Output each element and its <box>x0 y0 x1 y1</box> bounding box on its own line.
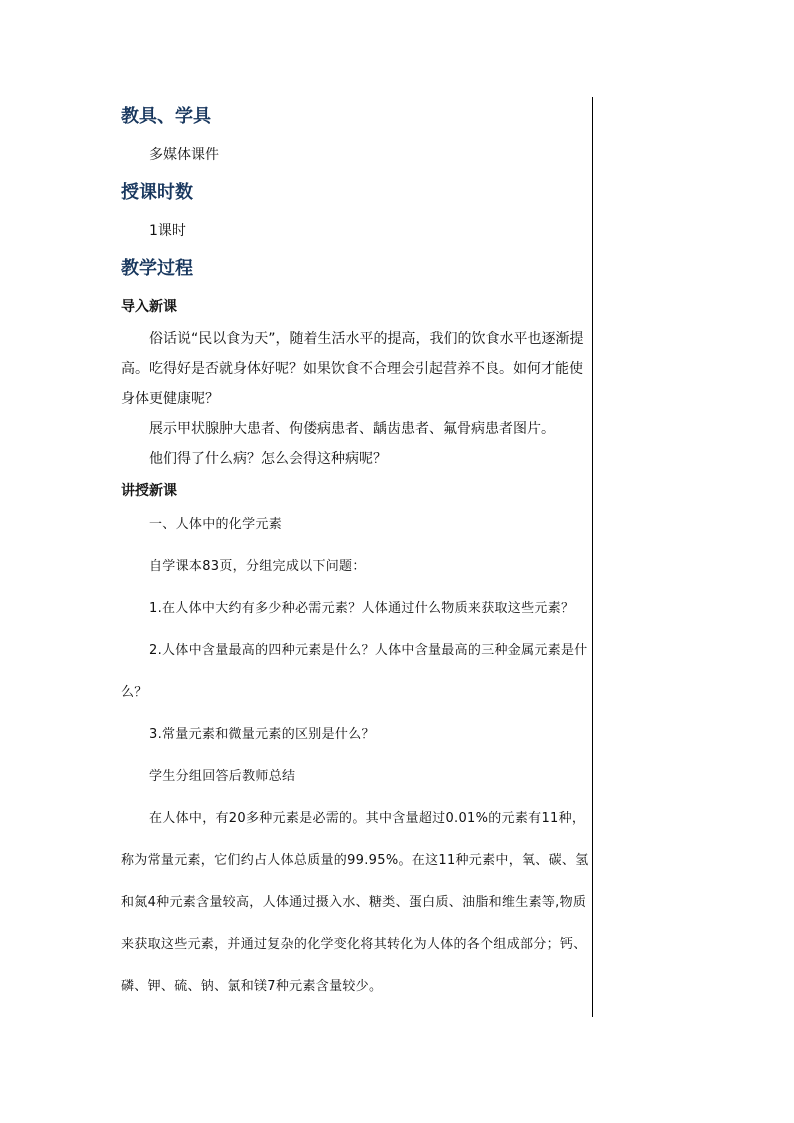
intro-heading: 导入新课 <box>121 299 177 315</box>
question-1: 1.在人体中大约有多少种必需元素？人体通过什么物质来获取这些元素？ <box>149 601 575 616</box>
question-2: 2.人体中含量最高的四种元素是什么？人体中含量最高的三种金属元素是什么？ <box>121 643 588 700</box>
lesson-item-1: 一、人体中的化学元素 <box>149 517 283 532</box>
lesson-item-2: 自学课本83页，分组完成以下问题： <box>149 559 366 574</box>
section-title-hours: 授课时数 <box>121 182 193 203</box>
hours-text: 1课时 <box>149 223 186 239</box>
lesson-heading: 讲授新课 <box>121 483 177 499</box>
teacher-summary: 学生分组回答后教师总结 <box>149 769 296 784</box>
question-3: 3.常量元素和微量元素的区别是什么？ <box>149 727 375 742</box>
right-margin-rule <box>592 97 593 1017</box>
summary-body: 在人体中，有20多种元素是必需的。其中含量超过0.01%的元素有11种，称为常量元素，它们约占人体总质量的99.95%。在这11种元素中，氧、碳、氢和氮4种元素含量较高，人体通过摄入水、糖类、蛋白质、油脂和维生素等,物质来获取这些元素，并通过复杂的化学变化将其转化为人体的各个组成部分；钙、磷、钾、硫、钠、氯和镁7种元素含量较少。 <box>121 811 589 994</box>
section-title-process: 教学过程 <box>121 258 193 279</box>
section-title-tools: 教具、学具 <box>121 106 211 127</box>
intro-paragraph-3: 他们得了什么病？怎么会得这种病呢？ <box>149 451 387 467</box>
document-content <box>121 102 589 1008</box>
tools-text: 多媒体课件 <box>149 147 219 163</box>
intro-paragraph-1: 俗话说“民以食为天”，随着生活水平的提高，我们的饮食水平也逐渐提高。吃得好是否就身体好呢？如果饮食不合理会引起营养不良。如何才能使身体更健康呢？ <box>121 331 584 407</box>
intro-paragraph-2: 展示甲状腺肿大患者、佝偻病患者、龋齿患者、氟骨病患者图片。 <box>149 421 555 437</box>
